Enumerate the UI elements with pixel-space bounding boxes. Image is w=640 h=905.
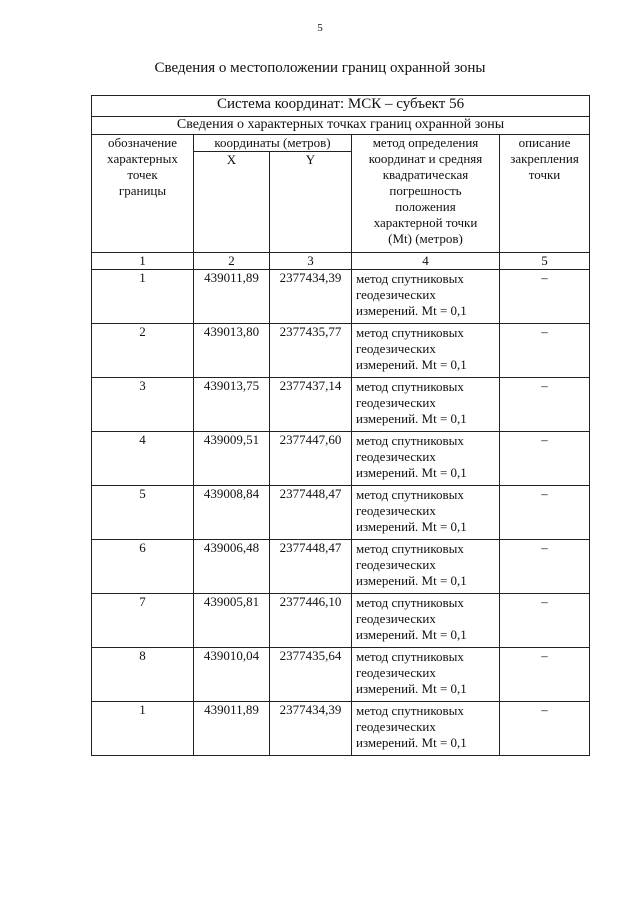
column-number: 1 [92,253,194,270]
method-line: метод спутниковых [356,271,464,286]
method-line: метод спутниковых [356,487,464,502]
method-cell [352,702,500,756]
table-row [92,270,590,324]
method-line: метод спутниковых [356,379,464,394]
header-point-designation [92,135,194,253]
table-row [92,648,590,702]
header-line: обозначение [108,135,177,150]
page-number: 5 [317,22,323,34]
method-line: геодезических [356,719,436,734]
method-cell [352,270,500,324]
y-coordinate-cell: 2377447,60 [270,432,352,486]
x-coordinate-cell: 439009,51 [194,432,270,486]
method-cell [352,486,500,540]
x-coordinate-cell: 439011,89 [194,270,270,324]
y-coordinate-cell: 2377446,10 [270,594,352,648]
method-line: метод спутниковых [356,433,464,448]
method-line: измерений. Mt = 0,1 [356,627,467,642]
x-coordinate-cell: 439008,84 [194,486,270,540]
y-coordinate-cell: 2377434,39 [270,270,352,324]
x-coordinate-cell: 439006,48 [194,540,270,594]
column-number: 2 [194,253,270,270]
y-coordinate-cell: 2377434,39 [270,702,352,756]
y-coordinate-cell: 2377448,47 [270,540,352,594]
header-line: характерных [107,151,178,166]
x-coordinate-cell: 439013,75 [194,378,270,432]
method-line: измерений. Mt = 0,1 [356,303,467,318]
method-line: геодезических [356,665,436,680]
y-coordinate-cell: 2377437,14 [270,378,352,432]
method-cell [352,594,500,648]
x-coordinate-cell: 439011,89 [194,702,270,756]
description-cell: – [500,432,590,486]
method-line: метод спутниковых [356,703,464,718]
header-line: (Mt) (метров) [388,231,463,246]
header-line: точки [528,167,561,182]
header-method [352,135,500,253]
method-cell [352,648,500,702]
point-id-cell: 3 [92,378,194,432]
header-line: границы [118,183,167,198]
method-line: геодезических [356,557,436,572]
document-title: Сведения о местоположении границ охранной зоны [154,60,486,76]
section-heading: Сведения о характерных точках границ охранной зоны [92,117,590,135]
header-line: метод определения [372,135,479,150]
method-line: метод спутниковых [356,325,464,340]
table-row [92,432,590,486]
description-cell: – [500,594,590,648]
header-line: точек [127,167,158,182]
method-line: измерений. Mt = 0,1 [356,681,467,696]
x-coordinate-cell: 439010,04 [194,648,270,702]
y-coordinate-cell: 2377435,64 [270,648,352,702]
header-line: характерной точки [373,215,478,230]
header-fixing-description [500,135,590,253]
header-line: координат и средняя [368,151,483,166]
column-number: 4 [352,253,500,270]
description-cell: – [500,378,590,432]
table-row [92,540,590,594]
method-line: геодезических [356,341,436,356]
method-line: геодезических [356,395,436,410]
x-coordinate-cell: 439005,81 [194,594,270,648]
point-id-cell: 4 [92,432,194,486]
description-cell: – [500,486,590,540]
point-id-cell: 2 [92,324,194,378]
y-coordinate-cell: 2377448,47 [270,486,352,540]
header-line: положения [395,199,456,214]
method-line: геодезических [356,287,436,302]
point-id-cell: 6 [92,540,194,594]
point-id-cell: 5 [92,486,194,540]
header-line: квадратическая [382,167,469,182]
point-id-cell: 7 [92,594,194,648]
method-line: метод спутниковых [356,541,464,556]
table-row [92,378,590,432]
method-cell [352,378,500,432]
method-line: геодезических [356,611,436,626]
method-line: измерений. Mt = 0,1 [356,357,467,372]
method-line: измерений. Mt = 0,1 [356,465,467,480]
table-row [92,702,590,756]
header-line: погрешность [389,183,462,198]
method-line: измерений. Mt = 0,1 [356,519,467,534]
header-line: закрепления [510,151,579,166]
header-y: Y [270,152,352,253]
method-cell [352,540,500,594]
header-coordinates: координаты (метров) [194,135,352,152]
coordinate-system-label: Система координат: МСК – субъект 56 [92,96,590,117]
column-number: 5 [500,253,590,270]
method-cell [352,324,500,378]
method-line: измерений. Mt = 0,1 [356,735,467,750]
table-row [92,594,590,648]
header-line: описание [518,135,571,150]
method-line: измерений. Mt = 0,1 [356,411,467,426]
description-cell: – [500,648,590,702]
point-id-cell: 1 [92,702,194,756]
y-coordinate-cell: 2377435,77 [270,324,352,378]
x-coordinate-cell: 439013,80 [194,324,270,378]
description-cell: – [500,324,590,378]
method-line: метод спутниковых [356,649,464,664]
table-row [92,324,590,378]
point-id-cell: 8 [92,648,194,702]
table-row [92,486,590,540]
header-x: X [194,152,270,253]
description-cell: – [500,540,590,594]
point-id-cell: 1 [92,270,194,324]
description-cell: – [500,702,590,756]
boundary-points-table [91,95,590,756]
method-line: геодезических [356,449,436,464]
method-line: метод спутниковых [356,595,464,610]
method-cell [352,432,500,486]
column-number: 3 [270,253,352,270]
description-cell: – [500,270,590,324]
method-line: измерений. Mt = 0,1 [356,573,467,588]
method-line: геодезических [356,503,436,518]
